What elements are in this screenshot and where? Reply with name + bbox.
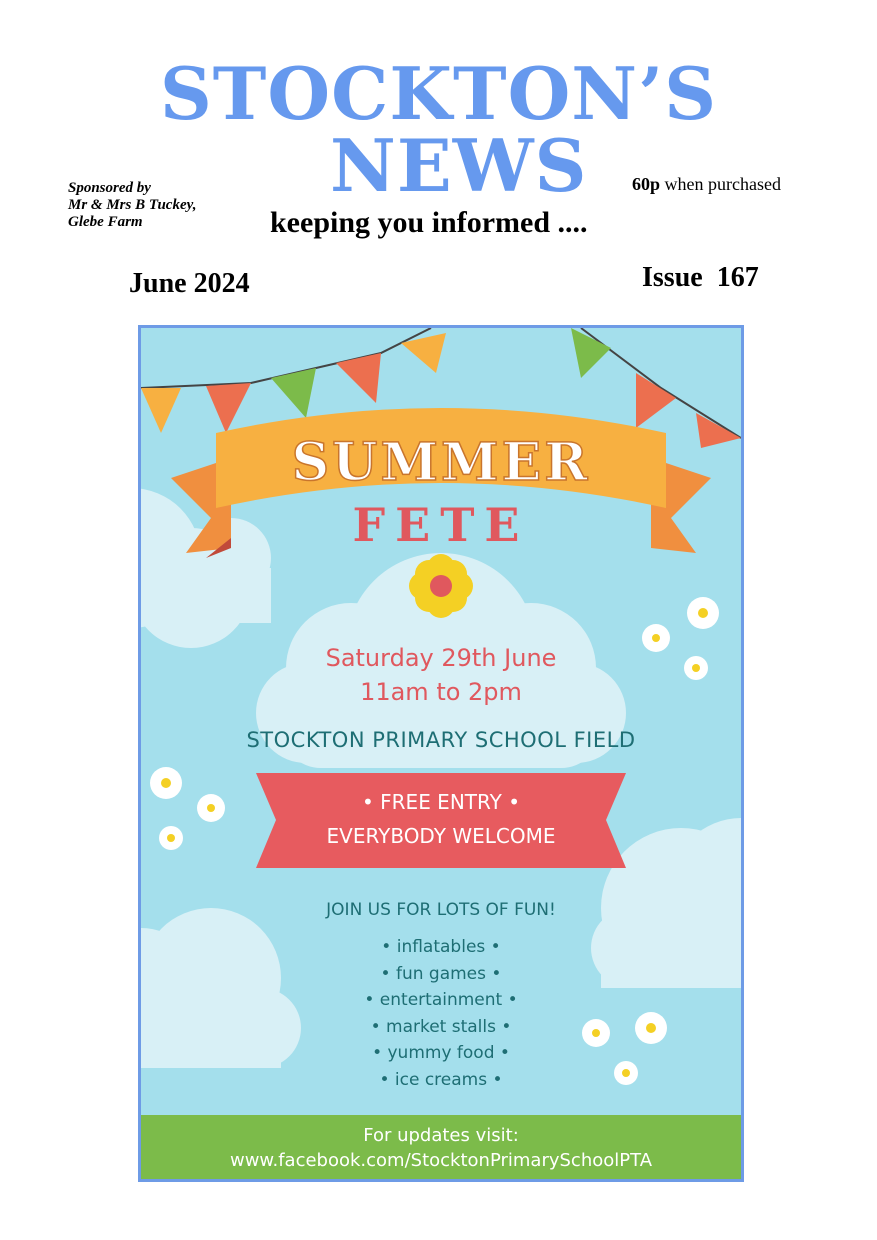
free-entry-text: • FREE ENTRY • (362, 790, 520, 814)
sponsor-line: Mr & Mrs B Tuckey, (68, 197, 197, 213)
activity-item: • ice creams • (379, 1070, 503, 1090)
facebook-link[interactable]: www.facebook.com/StocktonPrimarySchoolPTA (229, 1150, 653, 1171)
activity-item: • fun games • (380, 964, 502, 984)
price-amount: 60p (632, 174, 661, 194)
activity-item: • entertainment • (364, 990, 518, 1010)
event-time: 11am to 2pm (360, 678, 522, 706)
issue-number: Issue 167 (642, 262, 759, 293)
sponsor-line: Sponsored by (68, 180, 151, 196)
issue-date: June 2024 (129, 268, 250, 299)
activity-item: • inflatables • (381, 937, 501, 957)
footer-label: For updates visit: (363, 1125, 519, 1146)
event-venue: STOCKTON PRIMARY SCHOOL FIELD (246, 728, 636, 752)
summer-fete-poster (138, 325, 744, 1182)
poster-heading-fete: FETE (352, 498, 530, 552)
event-date: Saturday 29th June (325, 644, 557, 672)
masthead-title-line1: STOCKTON’S (159, 51, 718, 136)
activity-item: • market stalls • (370, 1017, 512, 1037)
sponsor-line: Glebe Farm (68, 214, 143, 230)
poster-heading-summer: SUMMER (291, 432, 591, 493)
activity-item: • yummy food • (372, 1043, 510, 1063)
price-note (632, 174, 781, 195)
masthead-title-line2: NEWS (330, 123, 588, 208)
free-entry-banner (256, 773, 626, 868)
price-text: when purchased (664, 174, 781, 194)
join-heading: JOIN US FOR LOTS OF FUN! (326, 900, 556, 920)
sponsor-note (68, 180, 196, 231)
welcome-text: EVERYBODY WELCOME (326, 824, 556, 848)
tagline: keeping you informed .... (270, 206, 588, 239)
